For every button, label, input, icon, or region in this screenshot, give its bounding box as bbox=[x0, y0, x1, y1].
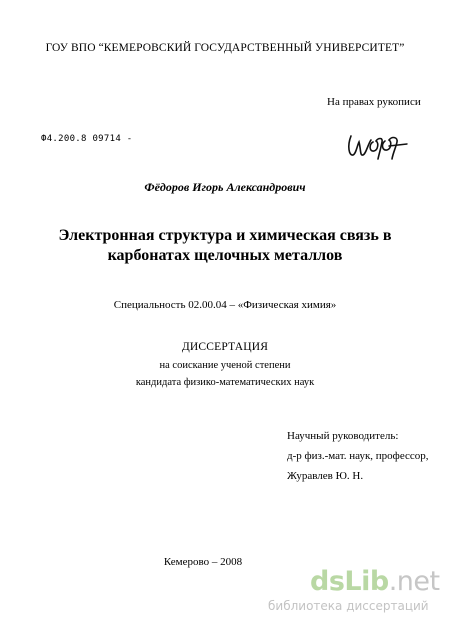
signature-image bbox=[345, 128, 409, 162]
watermark-logo bbox=[310, 566, 440, 597]
degree-line-1: на соискание ученой степени bbox=[159, 360, 291, 371]
specialty: Специальность 02.00.04 – «Физическая химия» bbox=[113, 299, 337, 311]
thesis-title-line-2: карбонатах щелочных металлов bbox=[107, 247, 343, 264]
university-name: ГОУ ВПО “КЕМЕРОВСКИЙ ГОСУДАРСТВЕННЫЙ УНИВЕРСИТЕТ” bbox=[45, 42, 405, 54]
thesis-title-line-1: Электронная структура и химическая связь в bbox=[58, 227, 392, 244]
degree-line-2: кандидата физико-математических наук bbox=[135, 377, 315, 388]
watermark-subtitle: библиотека диссертаций bbox=[268, 599, 429, 613]
advisor-name: Журавлев Ю. Н. bbox=[287, 470, 364, 482]
thesis-type: ДИССЕРТАЦИЯ bbox=[181, 341, 269, 353]
advisor-label: Научный руководитель: bbox=[287, 430, 399, 442]
thesis-title bbox=[0, 226, 450, 266]
advisor-degree: д-р физ.-мат. наук, профессор, bbox=[287, 450, 429, 462]
author-name: Фёдоров Игорь Александрович bbox=[144, 180, 306, 194]
watermark-logo-main: dsLib bbox=[310, 566, 389, 597]
place-year: Кемерово – 2008 bbox=[163, 556, 243, 568]
library-stamp: Ф4.200.8 09714 - bbox=[41, 134, 133, 144]
rights-notice: На правах рукописи bbox=[327, 96, 421, 108]
watermark-logo-tld: .net bbox=[388, 566, 440, 597]
